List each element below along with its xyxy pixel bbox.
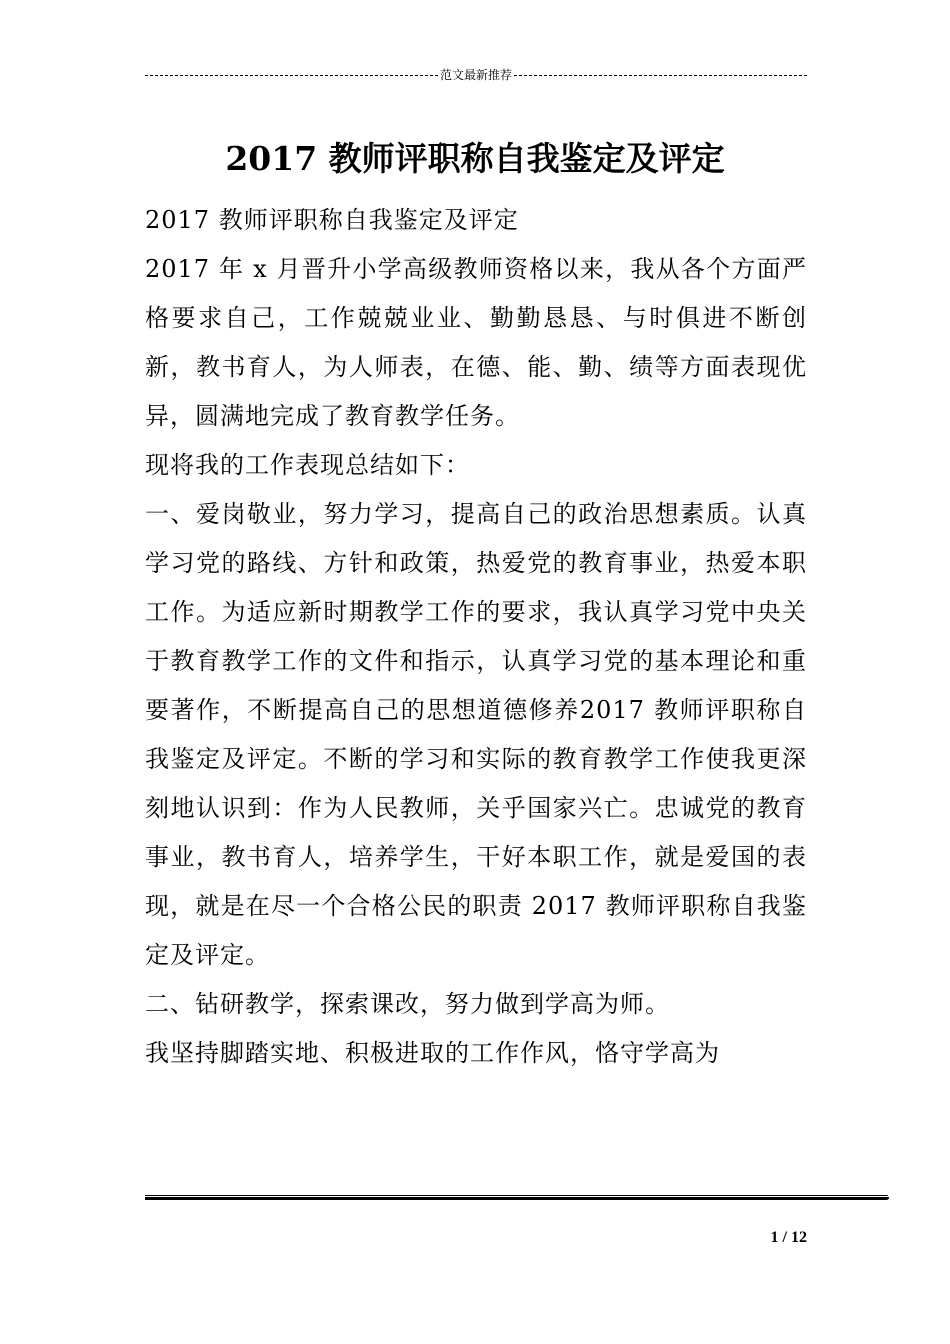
paragraph-section-two-body: 我坚持脚踏实地、积极进取的工作作风，恪守学高为 — [145, 1039, 720, 1067]
header-dashed-line-left — [145, 75, 438, 76]
paragraph-section-one: 一、爱岗敬业，努力学习，提高自己的政治思想素质。认真学习党的路线、方针和政策，热爱党的教育事业，热爱本职工作。为适应新时期教学工作的要求，我认真学习党中央关于教育教学工作的文件和指示，认真学习党的基本理论和重要著作，不断提高自己的思想道德修养2017 教师评职称自我鉴定及评定。不断的学习和实际的教育教学工作使我更深刻地认识到：作为人民教师，关乎国家兴亡。忠诚党的教育事业，教书育人，培养学生，干好本职工作，就是爱国的表现，就是在尽一个合格公民的职责 2017 教师评职称自我鉴定及评定。 — [145, 500, 807, 969]
document-body — [145, 196, 807, 1078]
document-title: 2017 教师评职称自我鉴定及评定 — [225, 139, 725, 178]
footer-rule — [145, 1195, 889, 1200]
paragraph-intro: 2017 年 x 月晋升小学高级教师资格以来，我从各个方面严格要求自己，工作兢兢业业、勤勤恳恳、与时俱进不断创新，教书育人，为人师表，在德、能、勤、绩等方面表现优异，圆满地完成了教育教学任务。 — [145, 255, 807, 430]
paragraph-subtitle: 2017 教师评职称自我鉴定及评定 — [145, 206, 519, 234]
header-label: 范文最新推荐 — [440, 68, 513, 82]
page-number: 1 / 12 — [770, 1229, 807, 1246]
paragraph-section-two-heading: 二、钻研教学，探索课改，努力做到学高为师。 — [145, 990, 670, 1018]
paragraph-summary-lead: 现将我的工作表现总结如下： — [145, 451, 470, 479]
header-dashed-line-right — [514, 75, 807, 76]
page-header — [145, 66, 807, 84]
